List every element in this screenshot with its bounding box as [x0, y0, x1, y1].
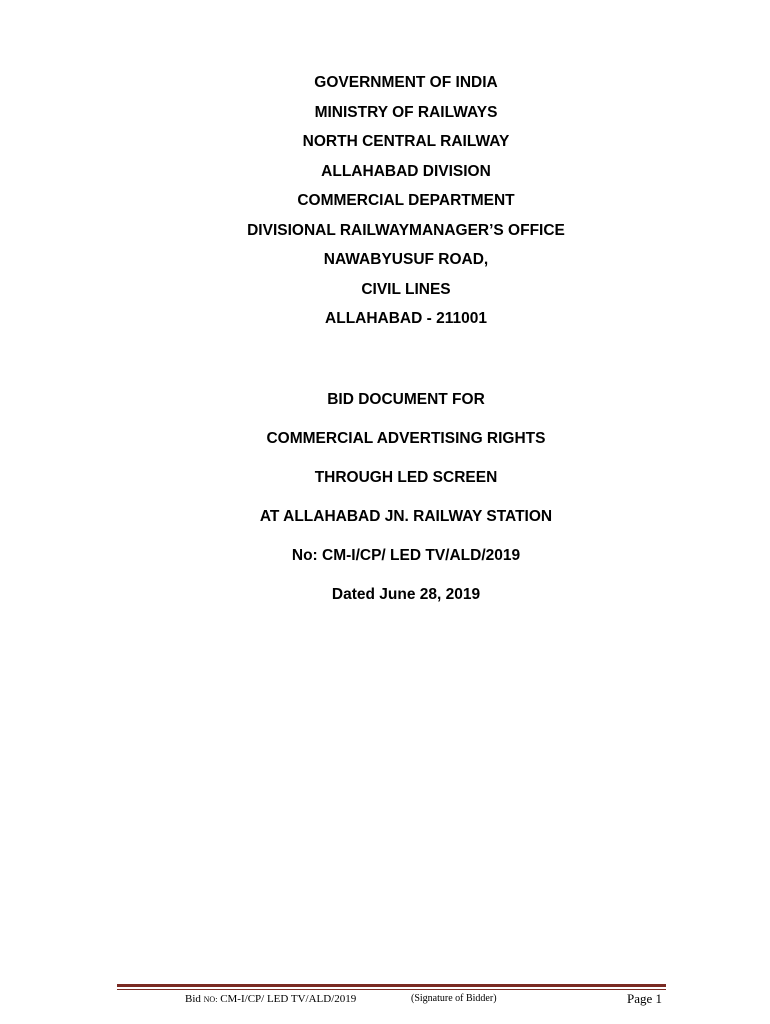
title-line-date: Dated June 28, 2019: [331, 586, 481, 603]
footer-bid-number-value: CM-I/CP/ LED TV/ALD/2019: [220, 993, 357, 1005]
office-address-header: [0, 68, 770, 334]
footer-signature-label: (Signature of Bidder): [411, 993, 497, 1004]
header-line-locality: CIVIL LINES: [361, 280, 451, 298]
header-line-zone: NORTH CENTRAL RAILWAY: [302, 133, 510, 150]
header-line-department: COMMERCIAL DEPARTMENT: [297, 192, 515, 209]
footer-bid-prefix: Bid: [185, 993, 201, 1005]
footer-bid-no-label: NO:: [203, 995, 218, 1004]
bid-document-title: [0, 380, 770, 614]
footer-divider-thin: [117, 989, 666, 990]
header-line-government: GOVERNMENT OF INDIA: [314, 74, 498, 91]
footer-page-number: Page 1: [627, 991, 663, 1006]
header-line-office: DIVISIONAL RAILWAYMANAGER’S OFFICE: [247, 221, 565, 239]
title-line-reference-number: No: CM-I/CP/ LED TV/ALD/2019: [291, 547, 521, 564]
footer-divider-thick: [117, 984, 666, 987]
title-line-bid-document: BID DOCUMENT FOR: [327, 391, 485, 408]
title-line-advertising-rights: COMMERCIAL ADVERTISING RIGHTS: [266, 430, 546, 447]
header-line-ministry: MINISTRY OF RAILWAYS: [314, 103, 498, 121]
header-line-road: NAWABYUSUF ROAD,: [323, 251, 489, 268]
footer-bid-number: [185, 993, 356, 1005]
title-line-led-screen: THROUGH LED SCREEN: [314, 469, 498, 486]
header-line-division: ALLAHABAD DIVISION: [321, 162, 491, 180]
page-footer: [0, 993, 770, 1013]
title-line-station: AT ALLAHABAD JN. RAILWAY STATION: [259, 508, 553, 525]
header-line-city-pin: ALLAHABAD - 211001: [325, 310, 487, 327]
